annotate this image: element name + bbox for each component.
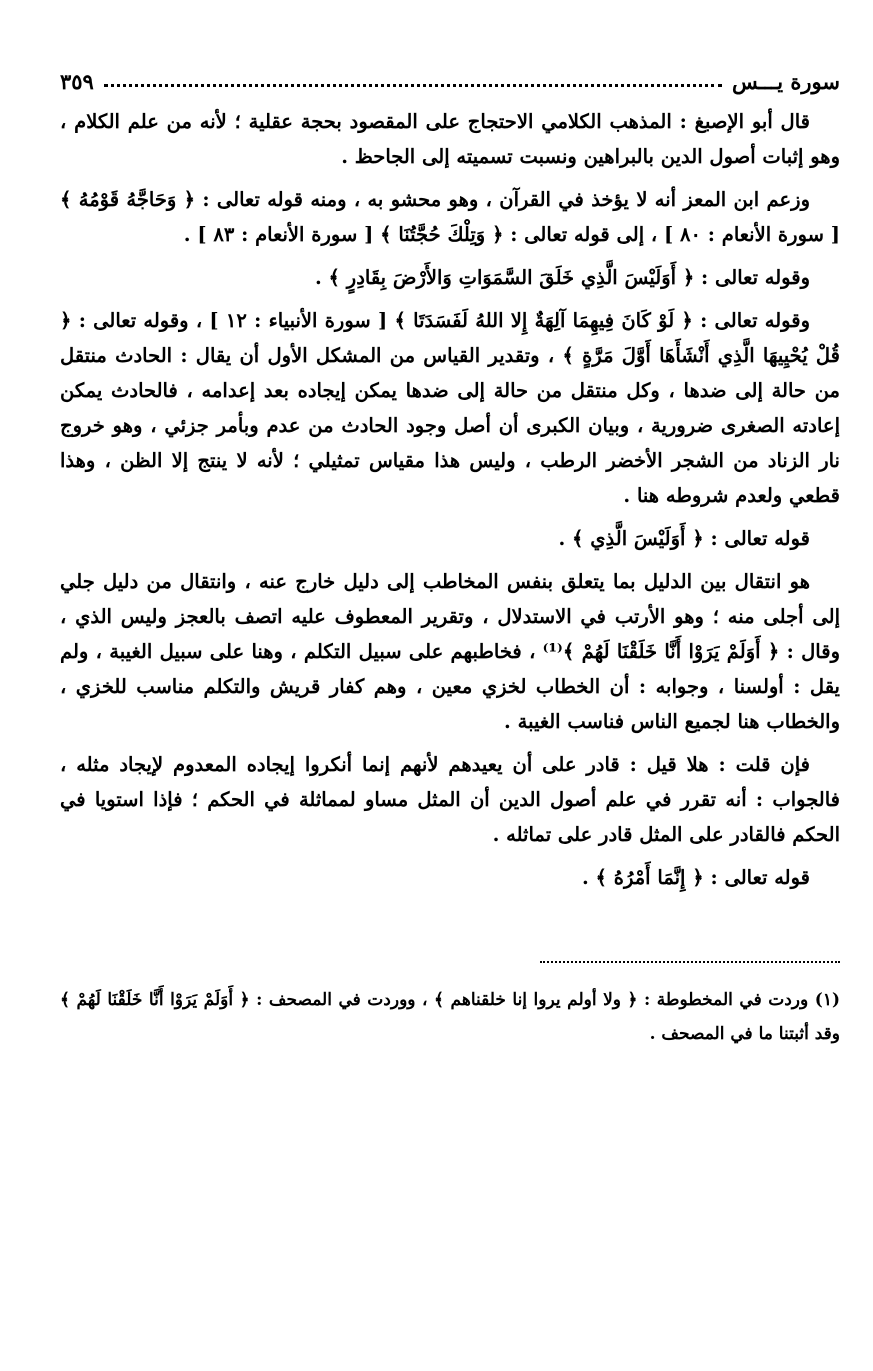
paragraph-8: قوله تعالى : ﴿ إِنَّمَا أَمْرُهُ ﴾ . — [581, 866, 810, 889]
paragraph-2: وزعم ابن المعز أنه لا يؤخذ في القرآن ، وهو محشو به ، ومنه قوله تعالى : ﴿ وَحَاجَّهُ قَوْمُهُ ﴾ [ سورة الأنعام : ٨٠ ] ، إلى قوله تعالى : ﴿ وَتِلْكَ حُجَّتُنَا ﴾ [ سورة الأنعام : ٨٣ ] . — [60, 188, 840, 246]
paragraph-3: وقوله تعالى : ﴿ أَوَلَيْسَ الَّذِي خَلَقَ السَّمَوَاتِ وَالأَرْضَ بِقَادِرٍ ﴾ . — [314, 266, 810, 289]
paragraph-4: وقوله تعالى : ﴿ لَوْ كَانَ فِيهِمَا آلِهَةٌ إِلا اللهُ لَفَسَدَتَا ﴾ [ سورة الأنبياء : ١٢ ] ، وقوله تعالى : ﴿ قُلْ يُحْيِيهَا الَّذِي أَنْشَأَهَا أَوَّلَ مَرَّةٍ ﴾ ، وتقدير القياس من المشكل الأول أن يقال : الحادث منتقل من حالة إلى ضدها ، وكل منتقل من حالة إلى ضدها يمكن إيجاده بعد إعدامه ، فالحادث يمكن إعادته الصغرى ضرورية ، وبيان الكبرى أن أصل وجود الحادث من عدم وبأمر جزئي ، وهو خروج نار الزناد من الشجر الأخضر الرطب ، وليس هذا مقياس تمثيلي ؛ لأنه لا ينتج إلا الظن ، وهذا قطعي ولعدم شروطه هنا . — [60, 309, 840, 507]
footnote-separator — [540, 961, 840, 963]
page-number: ٣٥٩ — [60, 69, 94, 94]
running-header — [60, 64, 840, 94]
sura-title: سورة يـــس — [732, 69, 840, 94]
paragraph-1: قال أبو الإصبغ : المذهب الكلامي الاحتجاج على المقصود بحجة عقلية ؛ لأنه من علم الكلام ، وهو إثبات أصول الدين بالبراهين ونسبت تسميته إلى الجاحظ . — [60, 110, 840, 168]
page — [60, 64, 840, 1051]
paragraph-5: قوله تعالى : ﴿ أَوَلَيْسَ الَّذِي ﴾ . — [558, 527, 810, 550]
footnote: (١) وردت في المخطوطة : ﴿ ولا أولم يروا إنا خلقناهم ﴾ ، ووردت في المصحف : ﴿ أَوَلَمْ يَرَوْا أَنَّا خَلَقْنَا لَهُمْ ﴾ وقد أثبتنا ما في المصحف . — [60, 990, 840, 1044]
header-dotted-leader — [104, 84, 722, 87]
paragraph-7: فإن قلت : هلا قيل : قادر على أن يعيدهم لأنهم إنما أنكروا إيجاده المعدوم لإيجاد مثله ، فالجواب : أنه تقرر في علم أصول الدين أن المثل مساو لمماثلة في الحكم ؛ فإذا استويا في الحكم فالقادر على المثل قادر على تماثله . — [60, 753, 840, 846]
paragraph-6: هو انتقال بين الدليل بما يتعلق بنفس المخاطب إلى دليل خارج عنه ، وانتقال من دليل جلي إلى أجلى منه ؛ وهو الأرتب في الاستدلال ، وتقرير المعطوف عليه اتصف بالعجز وليس الذي ، وقال : ﴿ أَوَلَمْ يَرَوْا أَنَّا خَلَقْنَا لَهُمْ ﴾⁽¹⁾ ، فخاطبهم على سبيل التكلم ، وهنا على سبيل الغيبة ، ولم يقل : أولسنا ، وجوابه : أن الخطاب لخزي معين ، وهم كفار قريش والتكلم مناسب للخزي ، والخطاب هنا لجميع الناس فناسب الغيبة . — [60, 570, 840, 733]
main-text — [60, 104, 840, 895]
